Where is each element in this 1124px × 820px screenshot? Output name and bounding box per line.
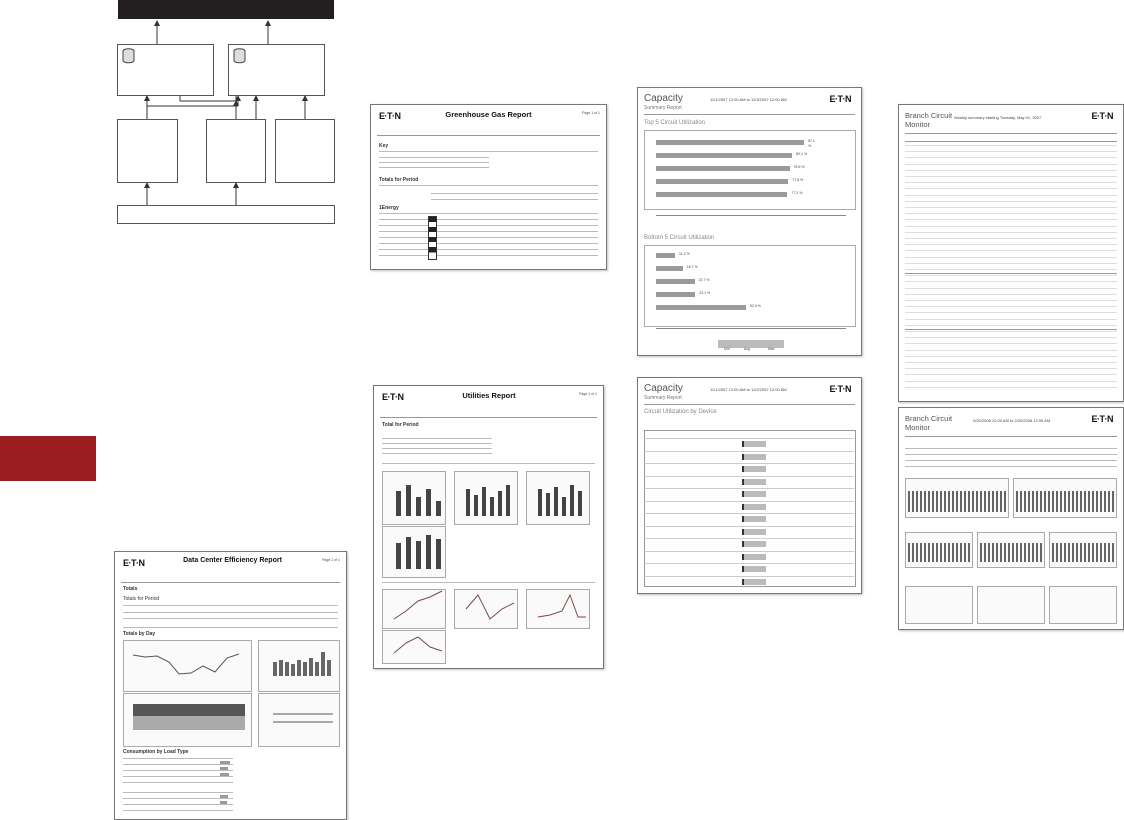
mini-bar [916,491,918,512]
report-subtitle: Summary Report [644,395,682,401]
mini-bar [1040,543,1042,562]
table-row [644,463,854,464]
mini-bar [1112,491,1114,512]
axis-line-top [656,215,846,216]
circuit-bar [656,179,788,184]
circuit-bar-label: 78.6 % [793,165,805,169]
diagram-connectors [110,15,345,210]
mini-bar [948,491,950,512]
table-row [905,350,1117,351]
mini-bar [968,491,970,512]
utilization-bar [742,516,766,522]
circuit-bar [656,166,790,171]
section-heading: Circuit Utilization by Device [644,409,717,415]
mini-bar [1056,543,1058,562]
table-row [905,374,1117,375]
table-row [644,576,854,577]
circuit-bar-label: 87.1 % [808,139,815,148]
table-row [905,219,1117,220]
mini-bar [984,491,986,512]
mini-bar [1012,543,1014,562]
table-row [905,164,1117,165]
report-title: Capacity [644,93,683,104]
branch-mini-charts [899,408,1123,629]
totals-heading: Total for Period [382,422,419,428]
totals-heading: Totals for Period [379,177,419,183]
mini-bar [932,491,934,512]
mini-bar [992,491,994,512]
table-row [905,244,1117,245]
table-row [905,170,1117,171]
mini-bar [1084,543,1086,562]
table-row [644,563,854,564]
circuit-bar [656,305,746,310]
mini-bar [1016,543,1018,562]
circuit-bar [656,253,675,258]
mini-bar [980,543,982,562]
utility-bars [382,471,592,666]
table-row [644,501,854,502]
table-row [905,331,1117,332]
mini-bar [1016,491,1018,512]
circuit-bar-label: 52.9 % [749,304,761,308]
branch-circuit-monitor-report-2 [898,407,1124,630]
table-row [905,368,1117,369]
table-row [644,476,854,477]
mini-bar [1072,491,1074,512]
utilization-bar [742,541,766,547]
mini-bar [1068,543,1070,562]
mini-bar [924,543,926,562]
mini-bar [1096,491,1098,512]
mini-bar [1004,543,1006,562]
mini-bar [944,491,946,512]
report-title: Branch Circuit [905,414,953,423]
mini-bar [1088,491,1090,512]
utilization-bar [742,466,766,472]
mini-bar [956,491,958,512]
legend-avg: Avg [744,347,750,351]
eaton-logo: E·T·N [1091,111,1113,121]
report-title: Data Center Efficiency Report [183,557,282,564]
mini-bar [1052,543,1054,562]
utilization-bar [742,479,766,485]
mini-bar [1088,543,1090,562]
circuit-bar-label: 80.1 % [796,152,808,156]
report-title: Greenhouse Gas Report [445,110,532,119]
mini-bar [936,543,938,562]
mini-bar [912,491,914,512]
mini-bar [992,543,994,562]
mini-bar [972,491,974,512]
mini-bar [1080,543,1082,562]
utilization-bar [742,579,766,585]
mini-bar [1036,491,1038,512]
table-row [905,263,1117,264]
bottom-circuit-bars [656,253,816,323]
mini-bar [996,491,998,512]
mini-bar [1056,491,1058,512]
table-row [905,319,1117,320]
branch-circuit-monitor-report-1 [898,104,1124,402]
circuit-bar [656,279,695,284]
table-row [644,551,854,552]
table-row [905,151,1117,152]
circuit-bar-label: 77.8 % [792,178,804,182]
eaton-logo: E·T·N [379,111,401,121]
mini-bar [1100,543,1102,562]
utilization-bar [742,441,766,447]
table-row [905,232,1117,233]
table-row [905,157,1117,158]
circuit-bar [656,140,804,145]
table-row [905,343,1117,344]
capacity-summary-report-1 [637,87,862,356]
mini-bar [1100,491,1102,512]
eaton-logo: E·T·N [829,384,851,394]
mini-bar [1060,543,1062,562]
report-subtitle: 2/20/2008 12:00 AM to 2/20/2008 12:00 AM [973,418,1051,423]
consumption-heading: Consumption by Load Type [123,749,189,755]
utilization-bar [742,529,766,535]
utilization-bar [742,504,766,510]
mini-bar [988,491,990,512]
circuit-bar [656,266,683,271]
mini-bar [952,491,954,512]
mini-bar [948,543,950,562]
mini-bar [928,491,930,512]
mini-bar [1076,491,1078,512]
report-title: Branch Circuit [905,111,953,120]
utilization-bar [742,554,766,560]
circuit-bar [656,192,787,197]
table-row [905,312,1117,313]
device-table-rows [644,430,854,585]
circuit-bar-label: 15.7 % [686,265,698,269]
report-title: Utilities Report [462,391,516,400]
eaton-logo: E·T·N [1091,414,1113,424]
capacity-summary-report-2 [637,377,862,594]
table-row [905,300,1117,301]
circuit-bar-label: 11.2 % [679,252,690,256]
mini-bar [912,543,914,562]
totals-day-heading: Totals by Day [123,631,156,637]
mini-bar [1060,491,1062,512]
mini-bar [964,543,966,562]
mini-bar [1032,491,1034,512]
page-number: Page 1 of 1 [579,392,597,396]
eaton-logo: E·T·N [382,392,404,402]
mini-bar [1024,491,1026,512]
table-row [905,387,1117,388]
table-row [905,213,1117,214]
mini-bar [1000,543,1002,562]
mini-bar [1096,543,1098,562]
mini-bar [984,543,986,562]
table-row [905,201,1117,202]
table-row [905,325,1117,326]
mini-bar [968,543,970,562]
report-date: 11/1/2007 12:00 AM to 11/2/2007 12:00 AM [710,387,787,392]
totals-heading: Totals [123,586,138,592]
mini-bar [976,491,978,512]
table-row [644,488,854,489]
legend-max: Max [768,347,775,351]
mini-bar [1008,543,1010,562]
mini-bar [1044,491,1046,512]
circuit-bar-label: 22.7 % [698,278,710,282]
bottom-section-heading: Bottom 5 Circuit Utilization [644,235,715,241]
mini-bar [924,491,926,512]
mini-bar [1072,543,1074,562]
mini-bar [1068,491,1070,512]
table-row [644,513,854,514]
dce-charts [123,640,339,746]
mini-bar [1064,543,1066,562]
mini-bar [920,543,922,562]
table-row [905,226,1117,227]
table-row [905,176,1117,177]
mini-bar [908,543,910,562]
mini-bar [960,491,962,512]
mini-bar [956,543,958,562]
table-row [905,275,1117,276]
mini-bar [944,543,946,562]
table-row [905,281,1117,282]
mini-bar [920,491,922,512]
mini-bar [1092,491,1094,512]
mini-bar [1112,543,1114,562]
eaton-logo: E·T·N [123,558,145,568]
mini-bar [1028,543,1030,562]
mini-bar [960,543,962,562]
table-row [905,182,1117,183]
table-row [644,438,854,439]
mini-bar [936,491,938,512]
mini-bar [988,543,990,562]
report-title: Capacity [644,383,683,394]
report-date: 11/1/2007 12:00 AM to 11/3/2007 12:00 AM [710,97,787,102]
circuit-bar [656,153,792,158]
key-heading: Key [379,143,389,149]
energy-heading: 1Energy [379,205,399,211]
table-row [644,526,854,527]
top-section-heading: Top 5 Circuit Utilization [644,120,706,126]
table-row [644,538,854,539]
utilization-bar [742,491,766,497]
mini-bar [1084,491,1086,512]
mini-bar [1024,543,1026,562]
greenhouse-gas-report [370,104,607,270]
mini-bar [980,491,982,512]
table-row [644,451,854,452]
circuit-bar-label: 23.1 % [699,291,711,295]
legend-min: Min [724,347,730,351]
table-row [905,145,1117,146]
mini-bar [940,491,942,512]
mini-bar [1092,543,1094,562]
axis-line-bottom [656,328,846,329]
mini-bar [1080,491,1082,512]
table-row [905,356,1117,357]
utilities-report [373,385,604,669]
mini-bar [932,543,934,562]
table-row [905,250,1117,251]
table-row [905,207,1117,208]
mini-bar [1108,543,1110,562]
mini-bar [1004,491,1006,512]
mini-bar [1020,543,1022,562]
mini-bar [952,543,954,562]
table-row [905,381,1117,382]
mini-bar [996,543,998,562]
mini-bar [1108,491,1110,512]
mini-bar [1048,491,1050,512]
page-number: Page 1 of 1 [582,111,600,115]
table-row [905,306,1117,307]
table-row [905,337,1117,338]
circuit-table-lines [905,145,1117,395]
mini-bar [940,543,942,562]
table-row [905,195,1117,196]
page-number: Page 1 of 1 [322,558,340,562]
mini-bar [916,543,918,562]
report-title-line2: Monitor [905,120,931,129]
table-row [905,238,1117,239]
table-row [905,269,1117,270]
mini-bar [1032,543,1034,562]
report-subtitle: Summary Report [644,105,682,111]
mini-bar [1000,491,1002,512]
mini-bar [1104,543,1106,562]
mini-bar [1036,543,1038,562]
mini-bar [1064,491,1066,512]
mini-bar [1076,543,1078,562]
table-row [905,294,1117,295]
eaton-logo: E·T·N [829,94,851,104]
report-subtitle: Weekly summary starting Tuesday, May 01, 2007 [954,115,1042,120]
mini-bar [1104,491,1106,512]
mini-bar [928,543,930,562]
mini-bar [1028,491,1030,512]
report-title-line2: Monitor [905,423,931,432]
table-row [905,288,1117,289]
utilization-bar [742,566,766,572]
mini-bar [964,491,966,512]
section-tab [0,436,96,481]
top-circuit-bars [656,140,816,210]
mini-bar [1040,491,1042,512]
mini-bar [1020,491,1022,512]
totals-period-heading: Totals for Period [123,596,160,602]
circuit-bar-label: 77.3 % [791,191,803,195]
table-row [905,257,1117,258]
mini-bar [1052,491,1054,512]
table-row [905,362,1117,363]
data-center-efficiency-report [114,551,347,820]
mini-bar [908,491,910,512]
circuit-bar [656,292,695,297]
table-row [905,188,1117,189]
utilization-bar [742,454,766,460]
